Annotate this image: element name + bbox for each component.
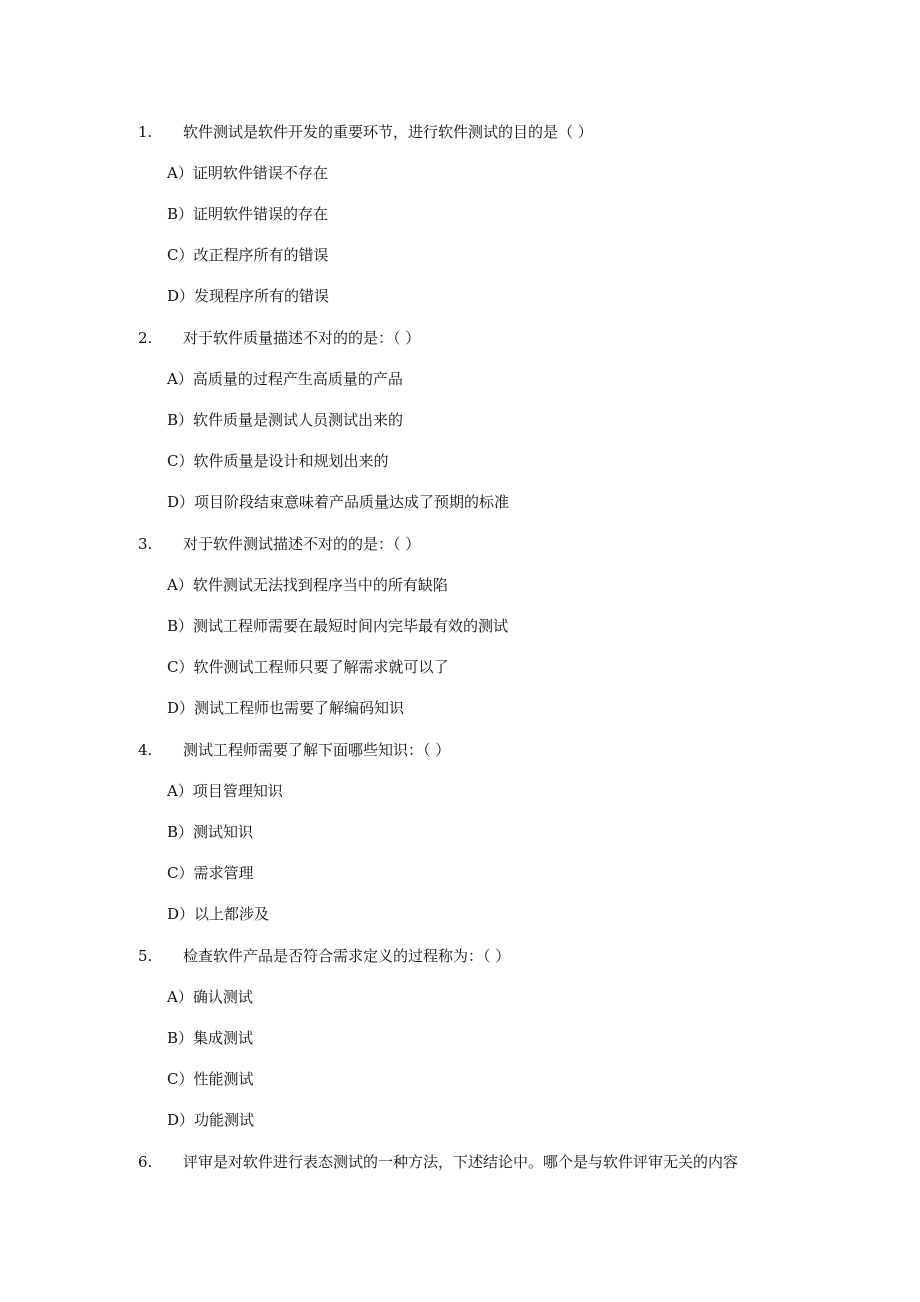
question-1-text: 软件测试是软件开发的重要环节，进行软件测试的目的是（ ） <box>183 123 593 141</box>
question-3-option-d: D）测试工程师也需要了解编码知识 <box>167 699 405 717</box>
question-1-option-b: B）证明软件错误的存在 <box>167 205 329 223</box>
question-5-option-c: C）性能测试 <box>167 1070 254 1088</box>
question-1-option-c: C）改正程序所有的错误 <box>167 246 329 264</box>
question-1-option-a: A）证明软件错误不存在 <box>167 164 328 182</box>
question-4-number: 4. <box>138 741 153 759</box>
question-4-option-d: D）以上都涉及 <box>167 905 270 923</box>
question-2-option-c: C）软件质量是设计和规划出来的 <box>167 452 389 470</box>
question-5-text: 检查软件产品是否符合需求定义的过程称为：（ ） <box>183 947 511 965</box>
question-6-text: 评审是对软件进行表态测试的一种方法，下述结论中。哪个是与软件评审无关的内容 <box>183 1153 739 1171</box>
question-5-option-d: D）功能测试 <box>167 1111 255 1129</box>
question-4-text: 测试工程师需要了解下面哪些知识：（ ） <box>183 741 451 759</box>
question-5-option-a: A）确认测试 <box>167 988 253 1006</box>
question-5-option-b: B）集成测试 <box>167 1029 254 1047</box>
question-1-option-d: D）发现程序所有的错误 <box>167 287 330 305</box>
question-6-number: 6. <box>138 1153 153 1171</box>
question-2-number: 2. <box>138 329 153 347</box>
question-5-number: 5. <box>138 947 153 965</box>
question-3-option-c: C）软件测试工程师只要了解需求就可以了 <box>167 658 449 676</box>
question-4-option-b: B）测试知识 <box>167 823 254 841</box>
question-4-option-c: C）需求管理 <box>167 864 254 882</box>
question-2-option-d: D）项目阶段结束意味着产品质量达成了预期的标准 <box>167 493 510 511</box>
question-1-number: 1. <box>138 123 153 141</box>
question-2-option-b: B）软件质量是测试人员测试出来的 <box>167 411 404 429</box>
question-3-option-a: A）软件测试无法找到程序当中的所有缺陷 <box>167 576 448 594</box>
question-3-number: 3. <box>138 535 153 553</box>
question-4-option-a: A）项目管理知识 <box>167 782 283 800</box>
question-3-text: 对于软件测试描述不对的的是：（ ） <box>183 535 421 553</box>
question-2-text: 对于软件质量描述不对的的是：（ ） <box>183 329 421 347</box>
question-3-option-b: B）测试工程师需要在最短时间内完毕最有效的测试 <box>167 617 509 635</box>
question-2-option-a: A）高质量的过程产生高质量的产品 <box>167 370 403 388</box>
